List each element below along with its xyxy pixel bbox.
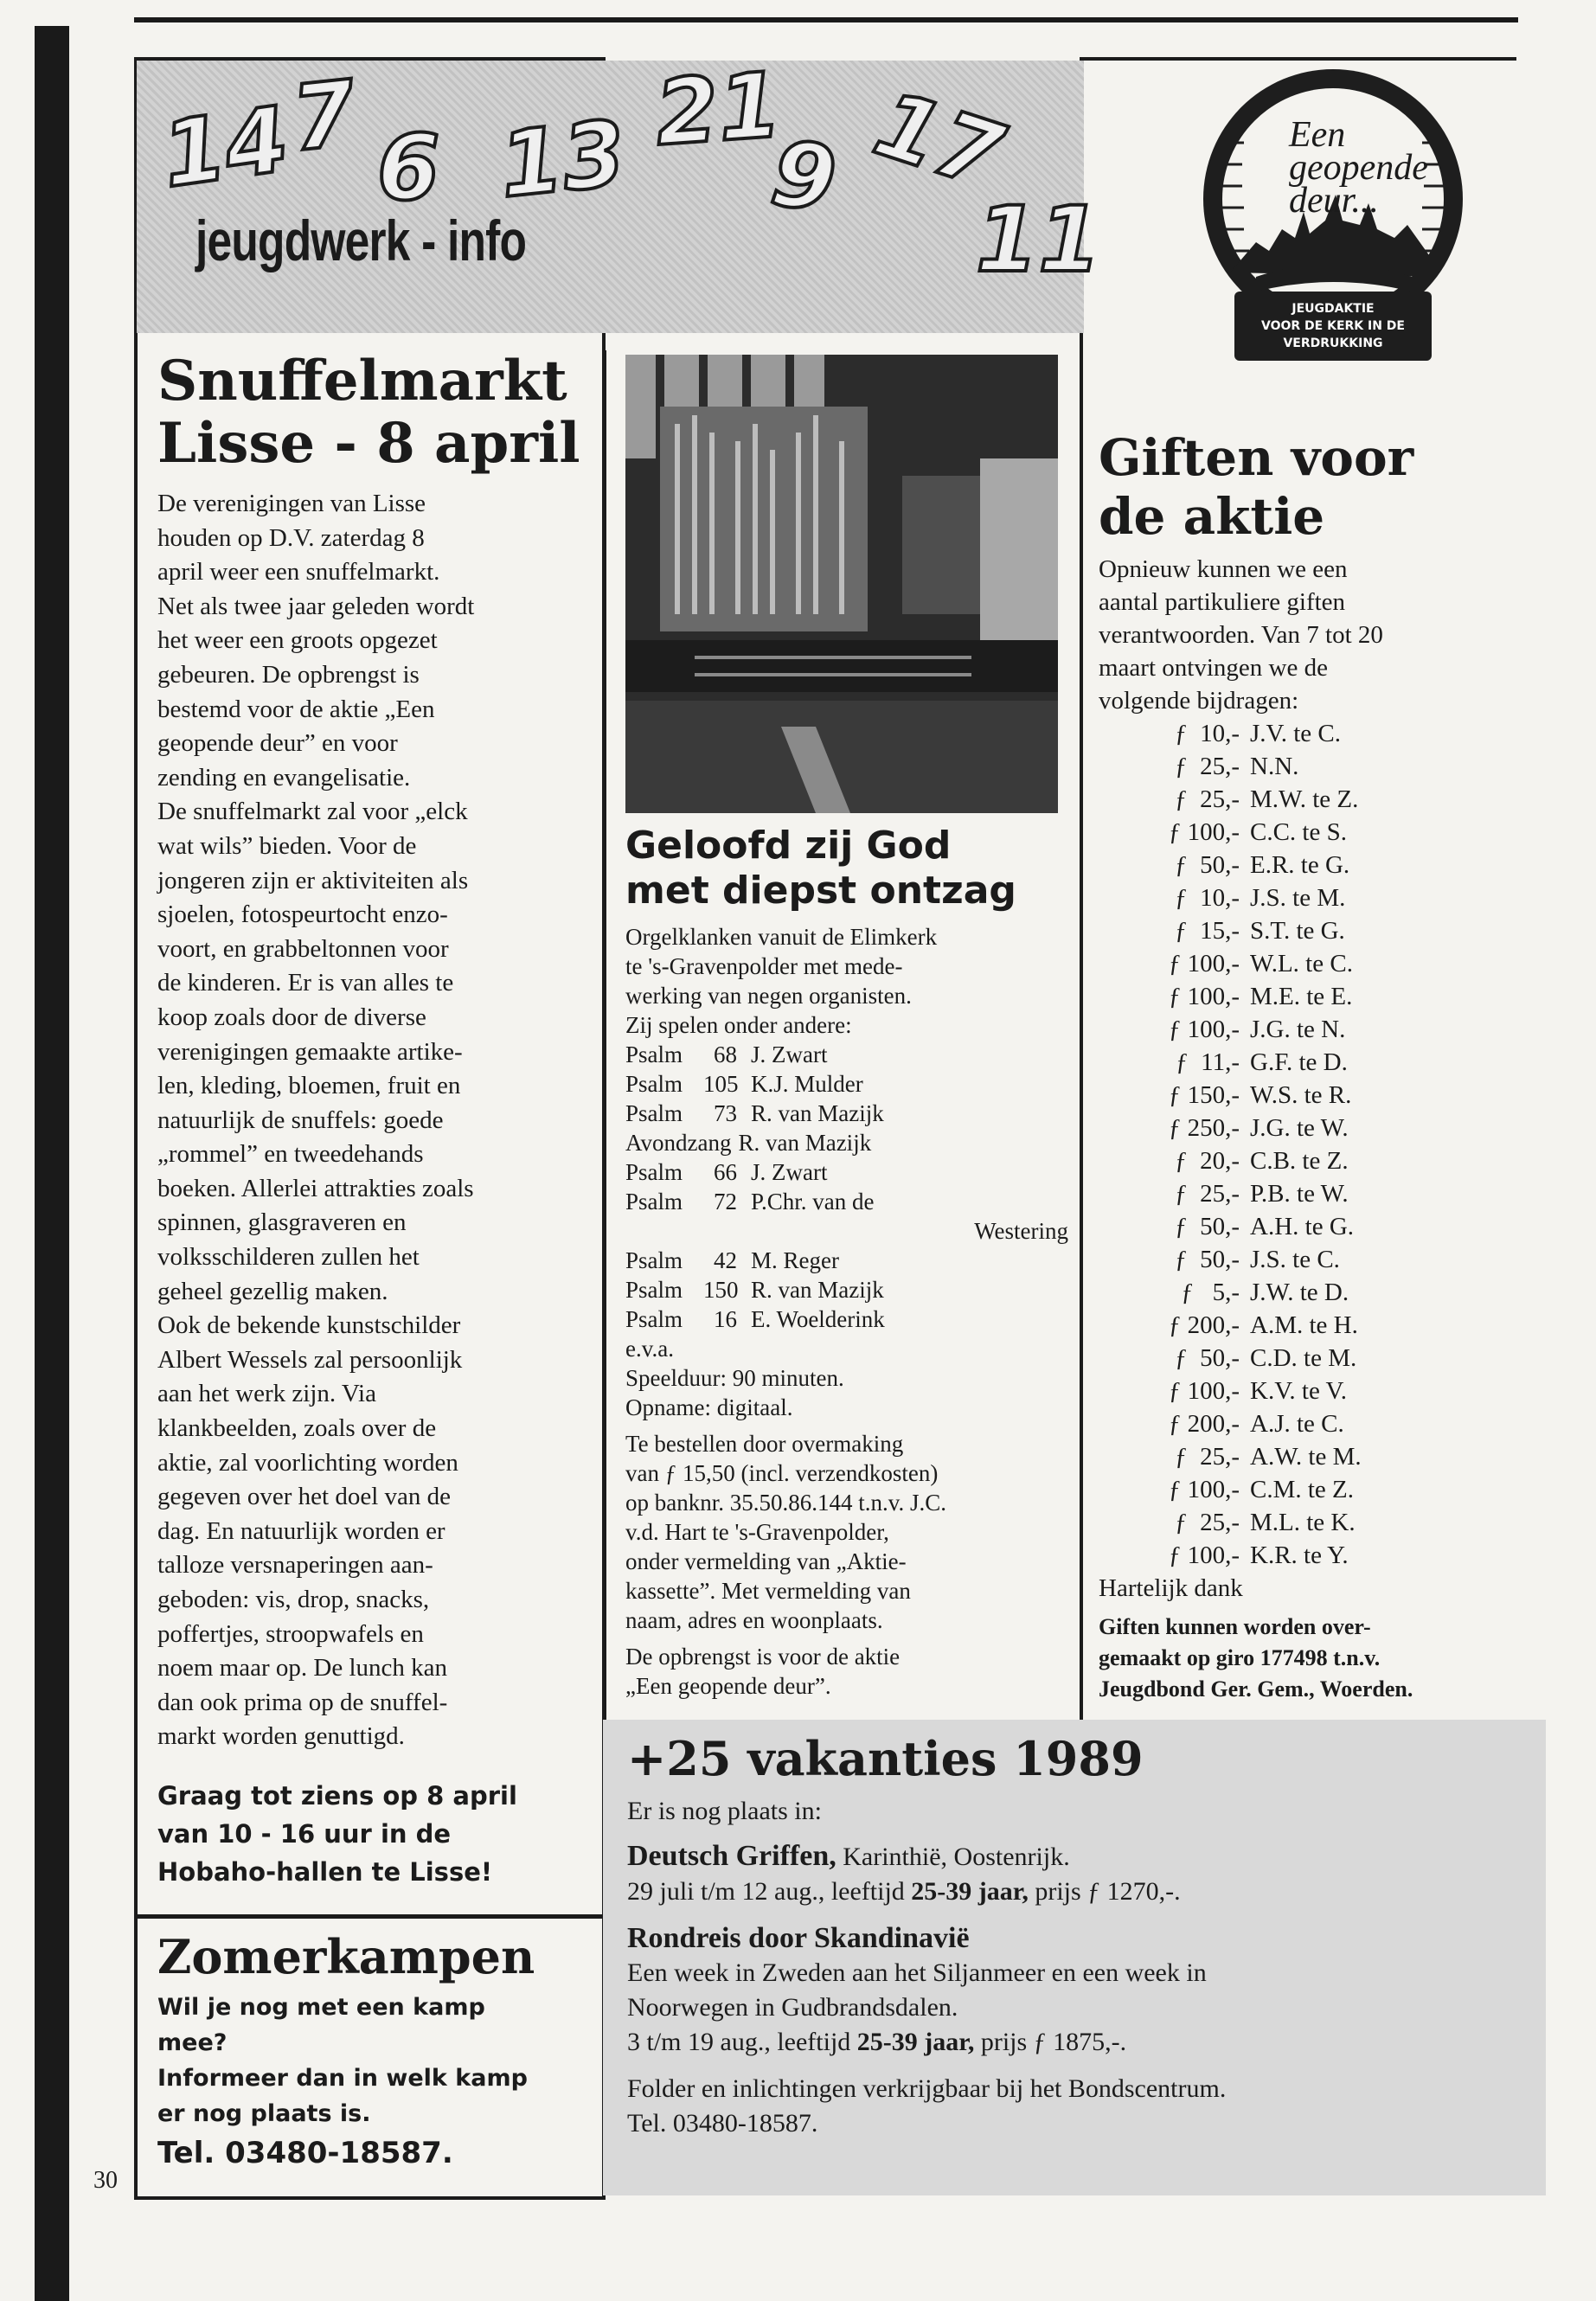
snuffelmarkt-body-line: voort, en grabbeltonnen voor <box>157 934 449 963</box>
gift-donor: C.M. te Z. <box>1250 1476 1355 1503</box>
giften-intro-line: aantal partikuliere giften <box>1099 588 1346 616</box>
track-piece: Psalm <box>625 1247 683 1273</box>
geloofd-eva: e.v.a. <box>625 1336 674 1362</box>
track-organist: R. van Mazijk <box>738 1130 872 1156</box>
snuffelmarkt-body-line: het weer een groots opgezet <box>157 626 438 655</box>
gift-donor: C.B. te Z. <box>1250 1147 1349 1175</box>
snuffelmarkt-body-line: aan het werk zijn. Via <box>157 1380 376 1408</box>
gift-amount: ƒ 200,- <box>1168 1311 1240 1339</box>
snuffelmarkt-body-line: De snuffelmarkt zal voor „elck <box>157 798 468 826</box>
gift-donor: M.L. te K. <box>1250 1509 1356 1536</box>
snuffelmarkt-body-line: klankbeelden, zoals over de <box>157 1414 437 1443</box>
trip2-price: prijs ƒ 1875,-. <box>974 2028 1127 2056</box>
gift-donor: W.L. te C. <box>1250 950 1353 977</box>
gift-donor: J.G. te N. <box>1250 1016 1346 1043</box>
snuffelmarkt-body-line: „rommel” en tweedehands <box>157 1140 424 1169</box>
track-piece: Psalm <box>625 1277 683 1303</box>
geloofd-order-line: van ƒ 15,50 (incl. verzendkosten) <box>625 1460 939 1486</box>
gift-row <box>1133 1243 1522 1276</box>
track-organist: K.J. Mulder <box>751 1071 863 1097</box>
track-number: 150 <box>703 1277 739 1303</box>
snuffelmarkt-body-line: poffertjes, stroopwafels en <box>157 1619 424 1648</box>
gift-row <box>1133 1342 1522 1375</box>
track-row <box>625 1187 1075 1216</box>
snuffelmarkt-closing: Hobaho-hallen te Lisse! <box>157 1856 493 1887</box>
gift-row <box>1133 1079 1522 1112</box>
zomerkampen-line: Wil je nog met een kamp <box>157 1994 485 2021</box>
snuffelmarkt-body-line: volksschilderen zullen het <box>157 1243 420 1272</box>
track-row <box>625 1128 1075 1157</box>
top-rule <box>134 17 1518 22</box>
snuffelmarkt-body-line: jongeren zijn er aktiviteiten als <box>157 866 469 894</box>
geloofd-proceeds-line: De opbrengst is voor de aktie <box>625 1644 901 1670</box>
snuffelmarkt-body-line: houden op D.V. zaterdag 8 <box>157 523 425 552</box>
banner-number: 11 <box>976 187 1101 292</box>
snuffelmarkt-body-line: wat wils” bieden. Voor de <box>157 831 417 860</box>
geloofd-order-line: naam, adres en woonplaats. <box>625 1607 883 1633</box>
gift-amount: ƒ 100,- <box>1168 1541 1240 1569</box>
vakanties-folder: Folder en inlichtingen verkrijgbaar bij het Bondscentrum. <box>627 2074 1227 2103</box>
top-frame-right <box>1080 57 1516 61</box>
track-row <box>625 1275 1075 1304</box>
snuffelmarkt-body-line: gebeuren. De opbrengst is <box>157 660 420 689</box>
trip1-name: Deutsch Griffen, <box>627 1840 836 1872</box>
snuffelmarkt-body-line: talloze versnaperingen aan- <box>157 1551 433 1580</box>
page-number: 30 <box>93 2167 118 2194</box>
banner-number: 6 <box>377 115 440 221</box>
gift-donor: J.G. te W. <box>1250 1114 1349 1142</box>
gift-donor: M.E. te E. <box>1250 983 1353 1010</box>
een-geopende-deur-logo <box>1195 65 1471 394</box>
gift-amount: ƒ 10,- <box>1175 720 1240 747</box>
geloofd-proceeds-line: „Een geopende deur”. <box>625 1673 831 1699</box>
track-continuation: Westering <box>974 1218 1068 1244</box>
snuffelmarkt-body-line: natuurlijk de snuffels: goede <box>157 1106 444 1134</box>
trip2-line: Noorwegen in Gudbrandsdalen. <box>627 1993 958 2022</box>
gift-donor: M.W. te Z. <box>1250 785 1359 813</box>
track-row <box>625 1040 1075 1069</box>
gift-row <box>1133 849 1522 881</box>
gift-amount: ƒ 50,- <box>1175 851 1240 879</box>
gift-amount: ƒ 50,- <box>1175 1246 1240 1273</box>
gift-amount: ƒ 100,- <box>1168 818 1240 846</box>
zomerkampen-line: Informeer dan in welk kamp <box>157 2065 528 2092</box>
snuffelmarkt-body-line: De verenigingen van Lisse <box>157 490 426 517</box>
gift-row <box>1133 1506 1522 1539</box>
trip1-place: Karinthië, Oostenrijk. <box>836 1843 1070 1871</box>
banner-title: jeugdwerk - info <box>195 208 527 272</box>
gift-amount: ƒ 25,- <box>1175 753 1240 780</box>
gift-row <box>1133 881 1522 914</box>
snuffelmarkt-body-line: aktie, zal voorlichting worden <box>157 1448 458 1477</box>
banner-number: 7 <box>286 60 361 172</box>
track-number: 68 <box>714 1042 737 1067</box>
banner-number: 13 <box>495 99 631 219</box>
gift-donor: A.J. te C. <box>1250 1410 1344 1438</box>
gift-row <box>1133 1013 1522 1046</box>
track-number: 105 <box>703 1071 739 1097</box>
gift-row <box>1133 1539 1522 1572</box>
gift-donor: J.S. te C. <box>1250 1246 1340 1273</box>
trip1-price: prijs ƒ 1270,-. <box>1028 1877 1181 1906</box>
track-organist: J. Zwart <box>751 1042 828 1067</box>
gift-amount: ƒ 100,- <box>1168 1377 1240 1405</box>
track-number: 66 <box>714 1159 737 1185</box>
track-organist: R. van Mazijk <box>751 1277 884 1303</box>
banner-number: 17 <box>862 70 1016 210</box>
gift-row <box>1133 1309 1522 1342</box>
snuffelmarkt-body-line: april weer een snuffelmarkt. <box>157 558 440 586</box>
snuffelmarkt-body-line: spinnen, glasgraveren en <box>157 1208 407 1237</box>
gift-donor: C.D. te M. <box>1250 1344 1357 1372</box>
track-organist: M. Reger <box>751 1247 839 1273</box>
gift-row <box>1133 1276 1522 1309</box>
gift-amount: ƒ 100,- <box>1168 1016 1240 1043</box>
gift-row <box>1133 947 1522 980</box>
track-piece: Psalm <box>625 1306 683 1332</box>
vakanties-intro: Er is nog plaats in: <box>627 1797 822 1825</box>
snuffelmarkt-body-line: dan ook prima op de snuffel- <box>157 1688 448 1716</box>
geloofd-intro-line: werking van negen organisten. <box>625 983 912 1009</box>
giften-title: Giften voor <box>1099 428 1414 487</box>
track-row <box>625 1099 1075 1128</box>
geloofd-order-line: op banknr. 35.50.86.144 t.n.v. J.C. <box>625 1490 946 1516</box>
zomerkampen-article <box>157 1927 594 2173</box>
trip1-dates: 29 juli t/m 12 aug., leeftijd <box>627 1877 912 1906</box>
track-piece: Psalm <box>625 1100 683 1126</box>
gift-donor: J.S. te M. <box>1250 884 1346 912</box>
banner-number: 14 <box>156 86 295 208</box>
vakanties-phone: Tel. 03480-18587. <box>627 2109 818 2138</box>
geloofd-title: met diepst ontzag <box>625 868 1016 913</box>
track-number: 42 <box>714 1247 737 1273</box>
track-number: 73 <box>714 1100 737 1126</box>
zomerkampen-phone: Tel. 03480-18587. <box>157 2136 453 2170</box>
gift-donor: W.S. te R. <box>1250 1081 1352 1109</box>
logo-title-line: Een <box>1289 115 1346 155</box>
snuffelmarkt-closing: Graag tot ziens op 8 april <box>157 1780 517 1811</box>
geloofd-intro-line: Orgelklanken vanuit de Elimkerk <box>625 924 938 950</box>
vakanties-box <box>603 1720 1546 2195</box>
gift-donor: K.R. te Y. <box>1250 1541 1349 1569</box>
gift-row <box>1133 1144 1522 1177</box>
vakanties-title: +25 vakanties 1989 <box>627 1731 1144 1786</box>
gift-amount: ƒ 10,- <box>1175 884 1240 912</box>
snuffelmarkt-body-line: geopende deur” en voor <box>157 729 398 758</box>
trip2-dates: 3 t/m 19 aug., leeftijd <box>627 2028 857 2056</box>
snuffelmarkt-body-line: Net als twee jaar geleden wordt <box>157 592 475 620</box>
track-piece: Psalm <box>625 1189 683 1215</box>
zomerkampen-title: Zomerkampen <box>157 1929 535 1984</box>
track-list <box>625 1040 1075 1216</box>
gift-amount: ƒ 25,- <box>1175 1180 1240 1208</box>
jeugdwerk-banner <box>137 52 1101 333</box>
gift-amount: ƒ 100,- <box>1168 950 1240 977</box>
gift-row <box>1133 1375 1522 1407</box>
gift-amount: ƒ 50,- <box>1175 1213 1240 1240</box>
gift-amount: ƒ 200,- <box>1168 1410 1240 1438</box>
gift-donor: N.N. <box>1250 753 1299 780</box>
giften-giro-line: gemaakt op giro 177498 t.n.v. <box>1099 1645 1381 1670</box>
gift-row <box>1133 1473 1522 1506</box>
middle-divider <box>603 350 606 1721</box>
track-row <box>625 1157 1075 1187</box>
gift-donor: S.T. te G. <box>1250 917 1345 945</box>
snuffelmarkt-body-line: noem maar op. De lunch kan <box>157 1654 448 1682</box>
track-number: 72 <box>714 1189 737 1215</box>
gift-donor: A.W. te M. <box>1250 1443 1362 1471</box>
gift-amount: ƒ 25,- <box>1175 1509 1240 1536</box>
track-piece: Psalm <box>625 1159 683 1185</box>
geloofd-order-line: kassette”. Met vermelding van <box>625 1578 911 1604</box>
geloofd-recording: Opname: digitaal. <box>625 1394 793 1420</box>
logo-band-line: VOOR DE KERK IN DE <box>1260 319 1405 333</box>
logo-title-line: deur... <box>1289 181 1379 221</box>
snuffelmarkt-body-line: len, kleding, bloemen, fruit en <box>157 1072 461 1100</box>
track-row <box>625 1069 1075 1099</box>
gift-row <box>1133 1046 1522 1079</box>
gift-donor: G.F. te D. <box>1250 1048 1348 1076</box>
snuffelmarkt-body-line: boeken. Allerlei attrakties zoals <box>157 1174 474 1202</box>
page-edge-bar <box>35 26 69 2301</box>
gift-donor: C.C. te S. <box>1250 818 1347 846</box>
track-piece: Avondzang <box>625 1130 732 1156</box>
track-organist: R. van Mazijk <box>751 1100 884 1126</box>
gift-row <box>1133 750 1522 783</box>
zomerkampen-line: mee? <box>157 2029 228 2056</box>
trip1-age: 25-39 jaar, <box>911 1877 1029 1906</box>
organ-photo <box>625 355 1058 813</box>
snuffelmarkt-body-line: gegeven over het doel van de <box>157 1483 451 1511</box>
giften-intro-line: verantwoorden. Van 7 tot 20 <box>1099 621 1383 649</box>
snuffelmarkt-body-line: zending en evangelisatie. <box>157 763 411 792</box>
trip2-line: Een week in Zweden aan het Siljanmeer en een week in <box>627 1958 1207 1987</box>
snuffelmarkt-closing: van 10 - 16 uur in de <box>157 1818 452 1849</box>
track-organist: P.Chr. van de <box>751 1189 875 1215</box>
snuffelmarkt-body-line: sjoelen, fotospeurtocht enzo- <box>157 901 448 929</box>
gift-row <box>1133 816 1522 849</box>
track-organist: E. Woelderink <box>751 1306 885 1332</box>
giften-title: de aktie <box>1099 487 1325 546</box>
giften-giro-line: Jeugdbond Ger. Gem., Woerden. <box>1099 1676 1413 1702</box>
geloofd-duration: Speelduur: 90 minuten. <box>625 1365 844 1391</box>
gift-amount: ƒ 50,- <box>1175 1344 1240 1372</box>
gift-row <box>1133 1210 1522 1243</box>
geloofd-order-line: Te bestellen door overmaking <box>625 1431 904 1457</box>
giften-intro-line: maart ontvingen we de <box>1099 654 1328 682</box>
gift-donor: E.R. te G. <box>1250 851 1350 879</box>
geloofd-article <box>625 824 1075 1701</box>
gift-donor: J.V. te C. <box>1250 720 1342 747</box>
snuffelmarkt-body-line: bestemd voor de aktie „Een <box>157 695 435 723</box>
geloofd-order-line: onder vermelding van „Aktie- <box>625 1548 907 1574</box>
gift-donor: J.W. te D. <box>1250 1279 1349 1306</box>
zomerkampen-line: er nog plaats is. <box>157 2100 371 2127</box>
gift-row <box>1133 1440 1522 1473</box>
gift-row <box>1133 1112 1522 1144</box>
geloofd-intro-line: Zij spelen onder andere: <box>625 1012 852 1038</box>
track-row <box>625 1304 1075 1334</box>
banner-number: 9 <box>765 119 843 234</box>
snuffelmarkt-body-line: koop zoals door de diverse <box>157 1003 426 1031</box>
gift-list <box>1133 717 1522 1572</box>
snuffelmarkt-title: Lisse - 8 april <box>157 411 580 476</box>
track-row <box>625 1246 1075 1275</box>
geloofd-title: Geloofd zij God <box>625 824 952 868</box>
geloofd-order-line: v.d. Hart te 's-Gravenpolder, <box>625 1519 889 1545</box>
gift-row <box>1133 783 1522 816</box>
gift-amount: ƒ 250,- <box>1168 1114 1240 1142</box>
snuffelmarkt-body-line: Albert Wessels zal persoonlijk <box>157 1345 463 1374</box>
snuffelmarkt-body <box>157 487 594 1754</box>
snuffelmarkt-body-line: Ook de bekende kunstschilder <box>157 1311 461 1340</box>
snuffelmarkt-body-line: geboden: vis, drop, snacks, <box>157 1586 430 1613</box>
gift-amount: ƒ 25,- <box>1175 1443 1240 1471</box>
track-number: 16 <box>714 1306 737 1332</box>
logo-title-line: geopende <box>1289 148 1428 188</box>
logo-band-line: JEUGDAKTIE <box>1292 302 1375 316</box>
snuffelmarkt-body-line: verenigingen gemaakte artike- <box>157 1037 463 1066</box>
gift-amount: ƒ 100,- <box>1168 1476 1240 1503</box>
gift-donor: A.M. te H. <box>1250 1311 1358 1339</box>
gift-amount: ƒ 25,- <box>1175 785 1240 813</box>
snuffelmarkt-body-line: de kinderen. Er is van alles te <box>157 969 454 997</box>
snuffelmarkt-body-line: dag. En natuurlijk worden er <box>157 1516 445 1545</box>
gift-row <box>1133 980 1522 1013</box>
giften-article <box>1099 428 1522 1705</box>
snuffelmarkt-article <box>157 350 594 1891</box>
track-list <box>625 1246 1075 1334</box>
logo-band-line: VERDRUKKING <box>1283 336 1383 350</box>
snuffelmarkt-body-line: markt worden genuttigd. <box>157 1722 405 1751</box>
gift-donor: P.B. te W. <box>1250 1180 1349 1208</box>
gift-amount: ƒ 5,- <box>1181 1279 1240 1306</box>
track-piece: Psalm <box>625 1042 683 1067</box>
trip2-name: Rondreis door Skandinavië <box>627 1922 970 1954</box>
gift-amount: ƒ 150,- <box>1168 1081 1240 1109</box>
organ-photo-image <box>625 355 1058 813</box>
giften-thanks: Hartelijk dank <box>1099 1574 1243 1602</box>
gift-amount: ƒ 15,- <box>1175 917 1240 945</box>
track-organist: J. Zwart <box>751 1159 828 1185</box>
gift-row <box>1133 1177 1522 1210</box>
gift-row <box>1133 914 1522 947</box>
trip2-age: 25-39 jaar, <box>856 2028 975 2056</box>
banner-number: 21 <box>651 52 785 166</box>
gift-amount: ƒ 11,- <box>1176 1048 1240 1076</box>
geloofd-intro-line: te 's-Gravenpolder met mede- <box>625 953 903 979</box>
gift-donor: A.H. te G. <box>1250 1213 1355 1240</box>
giften-intro-line: volgende bijdragen: <box>1099 687 1299 715</box>
giften-giro-line: Giften kunnen worden over- <box>1099 1614 1371 1639</box>
gift-amount: ƒ 100,- <box>1168 983 1240 1010</box>
snuffelmarkt-body-line: geheel gezellig maken. <box>157 1277 388 1305</box>
snuffelmarkt-title: Snuffelmarkt <box>157 349 567 413</box>
giften-intro-line: Opnieuw kunnen we een <box>1099 555 1348 583</box>
gift-row <box>1133 1407 1522 1440</box>
gift-donor: K.V. te V. <box>1250 1377 1348 1405</box>
gift-amount: ƒ 20,- <box>1175 1147 1240 1175</box>
track-piece: Psalm <box>625 1071 683 1097</box>
gift-row <box>1133 717 1522 750</box>
